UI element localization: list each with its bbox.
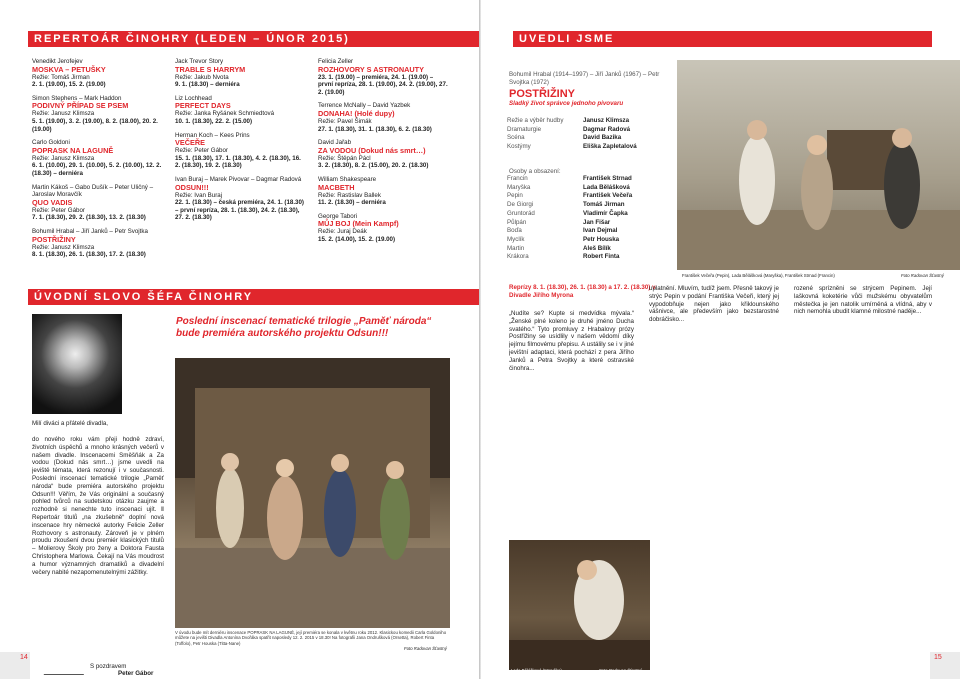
repertoire-dates: 3. 2. (18.30), 8. 2. (15.00), 20. 2. (18.30) <box>318 162 429 170</box>
repertoire-director: Režie: Janusz Klimsza <box>32 110 95 118</box>
repertoire-author: Simon Stephens – Mark Haddon <box>32 94 122 102</box>
repertoire-author: Ivan Buraj – Marek Pivovar – Dagmar Radová <box>175 175 302 183</box>
repertoire-author: Venedikt Jerofejev <box>32 58 83 65</box>
repertoire-director: Režie: Janusz Klimsza <box>32 243 95 251</box>
portrait-photo <box>32 314 122 414</box>
top-photo-caption: František Večeřa (Pepin), Lada Bělášková (Maryška), František Strnad (Francin) <box>682 273 835 278</box>
play-subtitle: Sladký život správce jednoho pivovaru <box>509 100 624 107</box>
repertoire-entry <box>32 95 162 133</box>
cast-row-role: Krákora <box>507 253 529 261</box>
repertoire-director: Režie: Juraj Deák <box>318 228 367 236</box>
cast-row-role: Pepin <box>507 192 523 200</box>
play-author: Bohumil Hrabal (1914–1997) – Jiří Janků (1967) – Petr Svojtka (1972) <box>509 71 660 86</box>
crew-row-role: Dramaturgie <box>507 125 542 133</box>
letter-greeting: Milí diváci a přátelé divadla, <box>32 420 109 427</box>
cast-row <box>507 227 636 236</box>
repertoire-director: Režie: Jakub Nvota <box>175 73 229 81</box>
crew-row <box>507 126 641 135</box>
repertoire-author: Felicia Zeller <box>318 58 354 65</box>
cast-row-role: Půlpán <box>507 218 527 226</box>
cast-row-name: Tomáš Jirman <box>583 201 625 209</box>
repertoire-author: David Jařab <box>318 139 352 147</box>
repertoire-author: Terrence McNally – David Yazbek <box>318 102 411 110</box>
stage-photo <box>175 358 450 628</box>
repertoire-title: ROZHOVORY S ASTRONAUTY <box>318 64 424 74</box>
cast-row-role: Boďa <box>507 227 522 235</box>
uvedli-banner: UVEDLI JSME <box>513 31 932 47</box>
cast-row <box>507 210 636 219</box>
repertoire-column-1 <box>32 58 162 265</box>
repertoire-director: Režie: Tomáš Jirman <box>32 73 90 81</box>
bottom-photo-caption: Lada Bělášková (Maryška) <box>511 668 562 673</box>
letter-body: do nového roku vám přeji hodně zdraví, životních úspěchů a mnoho krásných večerů v našem divadle. Inscenacemi Směšňák a Za vodou (Dokud nás smrt…) jsme uvedli na jeviště témata, která rezonují i v současnosti. Poslední inscenací tematické trilogie „Paměť národa“ bude premiéra autorského projektu Odsun!!! Věřím, že Vás originální a současný pohled tvůrců na sudetskou otázku zaujme a rozhodně si nenechte tuto inscenaci ujít. Ⅱ Repertoár titulů „na zkušebně“ doplní nová inscenace hry německé autorky Felicie Zeller Rozhovory s astronauty. Zároveň je v plném proudu zkoušení dvou premiér klasických titulů – Molierovy Školy pro ženy a Doktora Fausta Christophera Marlowa. Čekají na Vás moudrost a humor významných dramatiků a divadelní večery nabité nezapomenutelnými zážitky. <box>32 436 164 576</box>
repertoire-dates: 23. 1. (19.00) – premiéra, 24. 1. (19.00) – první repríza, 28. 1. (19.00), 24. 2. (19.00), 27. 2. (19.00) <box>318 73 448 96</box>
repertoire-entry <box>32 184 162 222</box>
repertoire-title: PERFECT DAYS <box>175 101 231 111</box>
stage-photo-credit: Foto Radovan Šťastný <box>404 646 447 651</box>
repertoire-entry <box>175 176 305 222</box>
crew-row-role: Režie a výběr hudby <box>507 117 564 124</box>
repertoire-dates: 15. 1. (18.30), 17. 1. (18.30), 4. 2. (18.30), 16. 2. (18.30), 19. 2. (18.30) <box>175 154 301 170</box>
intro-banner: ÚVODNÍ SLOVO ŠÉFA ČINOHRY <box>28 289 479 305</box>
repertoire-dates: 10. 1. (18.30), 22. 2. (15.00) <box>175 117 253 125</box>
repertoire-author: Carlo Goldoni <box>32 139 70 147</box>
cast-row-name: Lada Bělášková <box>583 183 630 191</box>
repertoire-dates: 7. 1. (18.30), 29. 2. (18.30), 13. 2. (18.30) <box>32 214 146 222</box>
cast-row-name: Ivan Dejmal <box>583 227 618 235</box>
cast-row-role: Gruntorád <box>507 209 535 217</box>
repertoire-banner: REPERTOÁR ČINOHRY (LEDEN – ÚNOR 2015) <box>28 31 479 47</box>
cast-row-name: Aleš Bílík <box>583 244 611 252</box>
crew-row-name: David Bazika <box>583 134 622 142</box>
cast-row <box>507 175 636 184</box>
cast-row-name: Petr Houska <box>583 235 620 243</box>
crew-row-name: Janusz Klimsza <box>583 117 630 124</box>
cast-row-role: Martin <box>507 244 525 252</box>
repertoire-director: Režie: Ivan Buraj <box>175 191 223 199</box>
crew-row <box>507 117 641 126</box>
repertoire-entry <box>175 95 305 126</box>
cast-row <box>507 201 636 210</box>
bottom-photo-credit: Foto Radovan Šťastný <box>599 668 642 673</box>
crew-row-name: Dagmar Radová <box>583 125 631 133</box>
repertoire-director: Režie: Peter Gábor <box>32 206 85 214</box>
stage-photo-caption: V úvodu bude mít derniéru inscenace POPRASK NA LAGUNĚ, její premiéra se konala v květnu roku 2012. Klasickou komedii Carla Goldoniho můžete na jevišti Divadla Antonína Dvořáka spatřit naposledy 12. 2. 2015 v 18.30! Na fotografii Jana Ondrušková (Orsetta), Robert Finta (Toffolo), Petr Houska (Titta-Nane) <box>175 630 447 646</box>
crew-row <box>507 143 641 152</box>
repertoire-author: Liz Lochhead <box>175 94 212 102</box>
crew-row <box>507 134 641 143</box>
top-photo <box>677 60 960 270</box>
repertoire-dates: 5. 1. (19.00), 3. 2. (19.00), 8. 2. (18.00), 20. 2. (19.00) <box>32 117 158 133</box>
cast-row-name: Vladimír Čapka <box>583 209 628 217</box>
top-photo-credit: Foto Radovan Šťastný <box>901 273 944 278</box>
repertoire-director: Režie: Peter Gábor <box>175 147 228 155</box>
repertoire-entry <box>32 58 162 89</box>
repertoire-column-3 <box>318 58 448 250</box>
repertoire-author: Bohumil Hrabal – Jiří Janků – Petr Svojtka <box>32 227 148 235</box>
cast-row-role: Francin <box>507 175 528 182</box>
repertoire-column-2 <box>175 58 305 228</box>
repertoire-dates: 8. 1. (18.30), 26. 1. (18.30), 17. 2. (18.30) <box>32 251 146 259</box>
repertoire-dates: 2. 1. (19.00), 15. 2. (19.00) <box>32 81 106 89</box>
repertoire-title: VEČEŘE <box>175 138 206 148</box>
cast-table <box>507 175 636 262</box>
repertoire-title: POPRASK NA LAGUNĚ <box>32 145 114 155</box>
letter-signature: Peter Gábor <box>118 670 154 677</box>
cast-row-name: Jan Fišar <box>583 218 611 226</box>
repertoire-dates: 6. 1. (10.00), 29. 1. (10.00), 5. 2. (10.00), 12. 2. (18.30) – derniéra <box>32 162 162 177</box>
repertoire-title: DONAHA! (Holé dupy) <box>318 108 395 118</box>
repertoire-dates: 15. 2. (14.00), 15. 2. (19.00) <box>318 235 396 243</box>
cast-row-name: Robert Finta <box>583 253 620 261</box>
letter-signoff: S pozdravem <box>90 663 127 670</box>
cast-row <box>507 192 636 201</box>
page-number-left: 14 <box>20 654 28 661</box>
repertoire-title: MOSKVA – PETUŠKY <box>32 64 106 74</box>
repertoire-director: Režie: Janusz Klimsza <box>32 154 95 162</box>
repertoire-entry <box>32 139 162 177</box>
repertoire-entry <box>318 102 448 133</box>
play-title: POSTŘIŽINY <box>509 88 576 100</box>
crew-row-role: Kostýmy <box>507 143 531 151</box>
repertoire-author: Jack Trevor Story <box>175 58 224 65</box>
repertoire-author: Martin Kákoš – Gabo Dušík – Peter Uličný – Jaroslav Moravčík <box>32 183 154 199</box>
repertoire-director: Režie: Pavel Šimák <box>318 117 372 125</box>
repertoire-dates: 11. 2. (18.30) – derniéra <box>318 199 386 207</box>
bottom-photo <box>509 540 650 670</box>
signature-graphic <box>44 662 89 675</box>
repertoire-dates: 27. 1. (18.30), 31. 1. (18.30), 6. 2. (18.30) <box>318 125 432 133</box>
repertoire-author: William Shakespeare <box>318 175 377 183</box>
article-col-c: rozené sprízněni se strýcem Pepinem. Její laškovná koketérie vůči mužskému obyvatelům městečka je jen natolik umírněná a vlídná, aby v nich nemohla ubudit klamné milostné naděje... <box>794 285 932 316</box>
repertoire-entry <box>32 228 162 259</box>
article-col-b: uplatnění. Mluvím, tudíž jsem. Přesně takový je strýc Pepin v podání Františka Večeři, který jej vypodobňuje nejen jako křiklounského vášnivce, ale především jako bezstarostné dobráčisko... <box>649 285 779 324</box>
cast-row <box>507 219 636 228</box>
repertoire-title: POSTŘIŽINY <box>32 234 76 244</box>
cast-row-name: František Strnad <box>583 175 632 182</box>
repertoire-director: Režie: Rastislav Ballek <box>318 191 381 199</box>
repertoire-entry <box>175 58 305 89</box>
repertoire-dates: 22. 1. (18.30) – česká premiéra, 24. 1. (18.30) – první repríza, 28. 1. (18.30), 24. 2. (18.30), 27. 2. (18.30) <box>175 199 304 222</box>
cast-row-role: Maryška <box>507 183 531 191</box>
crew-row-name: Eliška Zapletalová <box>583 143 637 151</box>
repertoire-title: MŮJ BOJ (Mein Kampf) <box>318 219 399 229</box>
article-col-a: „Nudíte se? Kupte si medvídka mývala.“ „Ženské plné koleno je druhé jméno Ducha svatého.“ Tyto promluvy z Hrabalovy prózy Postřižiny se usídlily v našem vědomí díky jejímu filmovému přepisu. A ustálily se i v jiné jevištní adaptaci, která pochází z pera Jiřího Janků a Petra Svojtky a které ostravské činohra... <box>509 310 634 372</box>
cast-row-role: De Giorgi <box>507 201 534 209</box>
cast-row-role: Myclík <box>507 235 525 243</box>
repertoire-director: Režie: Janka Ryšánek Schmiedtová <box>175 110 275 118</box>
repertoire-title: QUO VADIS <box>32 197 73 207</box>
repertoire-entry <box>318 213 448 244</box>
cast-header: Osoby a obsazení: <box>509 168 561 175</box>
repertoire-title: TRABLE S HARRYM <box>175 64 246 74</box>
cast-row <box>507 184 636 193</box>
repertoire-entry <box>318 139 448 170</box>
page-number-right: 15 <box>934 654 942 661</box>
repertoire-title: ZA VODOU (Dokud nás smrt…) <box>318 145 426 155</box>
repertoire-entry <box>318 176 448 207</box>
crew-table <box>507 117 641 152</box>
repertoire-entry <box>175 132 305 170</box>
repertoire-dates: 9. 1. (18.30) – derniéra <box>175 81 240 89</box>
left-page <box>0 0 479 679</box>
cast-row <box>507 253 636 262</box>
quote: Poslední inscenací tematické trilogie „Paměť národa“ bude premiéra autorského projektu Odsun!!! <box>176 316 432 339</box>
cast-row <box>507 245 636 254</box>
repertoire-entry <box>318 58 448 96</box>
cast-row <box>507 236 636 245</box>
repertoire-author: George Tabori <box>318 212 358 220</box>
repertoire-author: Herman Koch – Kees Prins <box>175 131 250 139</box>
repertoire-director: Režie: Štěpán Pácl <box>318 154 371 162</box>
repertoire-title: PODIVNÝ PŘÍPAD SE PSEM <box>32 101 129 111</box>
cast-row-name: František Večeřa <box>583 192 633 200</box>
right-page <box>481 0 960 679</box>
repertoire-title: MACBETH <box>318 182 355 192</box>
repertoire-title: ODSUN!!! <box>175 182 209 192</box>
crew-row-role: Scéna <box>507 134 525 142</box>
premiere-note: Reprízy 8. 1. (18.30), 26. 1. (18.30) a 17. 2. (18.30) v Divadle Jiřího Myrona <box>509 284 656 299</box>
